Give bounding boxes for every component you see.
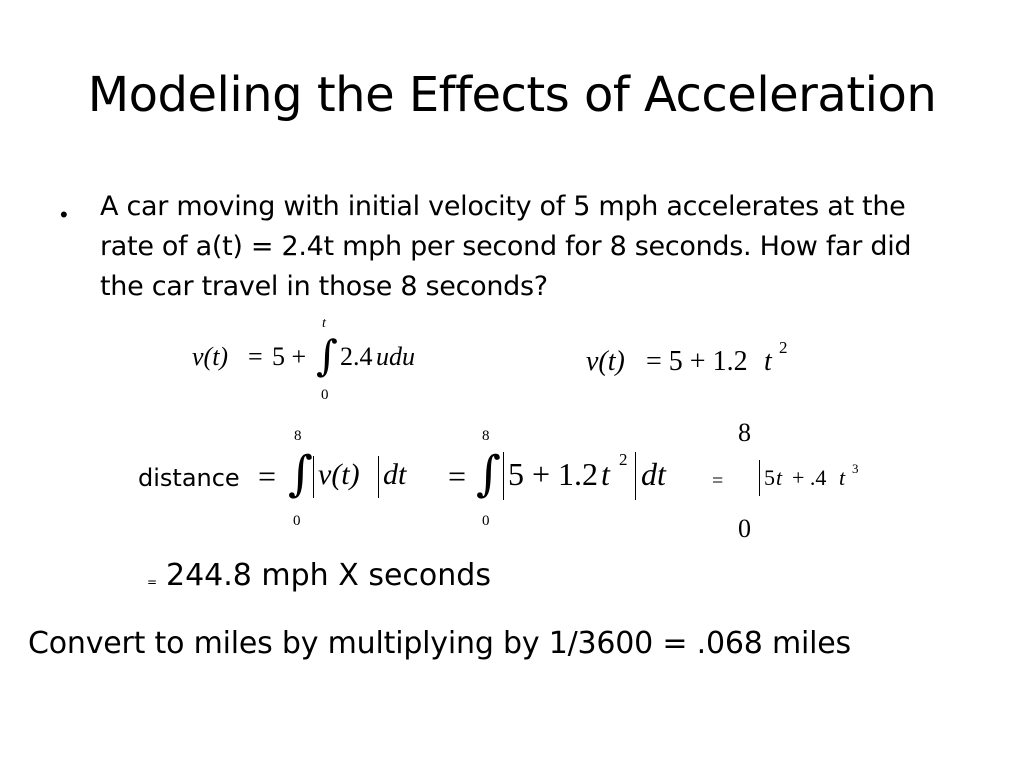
eq2-rhs: = 5 + 1.2 xyxy=(646,346,748,377)
abs-bar-right-2 xyxy=(635,452,636,500)
bullet-symbol: • xyxy=(60,202,68,227)
evaluation-term-b: + .4 xyxy=(792,465,827,490)
eq2-exponent: 2 xyxy=(779,338,788,357)
integral-sign: ∫ xyxy=(316,331,338,380)
eq1-lower-limit: 0 xyxy=(321,387,329,403)
evaluation-var-b: t xyxy=(839,465,846,490)
eq1-lhs: v(t) xyxy=(192,342,229,371)
abs-bar-left-2 xyxy=(503,452,504,500)
bullet-text: A car moving with initial velocity of 5 mph accelerates at the rate of a(t) = 2.4t mph per second for 8 seconds. How far did the car travel in those 8 seconds? xyxy=(100,191,912,302)
distance-lower-limit-1: 0 xyxy=(293,513,301,529)
eq1-integrand-coefficient: 2.4 xyxy=(340,342,373,371)
distance-integral-sign-1: ∫ xyxy=(288,446,314,502)
eq2-lhs: v(t) xyxy=(586,346,625,377)
eq2-variable: t xyxy=(764,346,772,377)
distance-equals: = xyxy=(258,458,277,494)
distance-equals-2: = xyxy=(448,458,467,494)
abs-bar-left-1 xyxy=(313,456,314,498)
evaluation-bar xyxy=(759,460,760,496)
slide-title: Modeling the Effects of Acceleration xyxy=(87,67,937,123)
eq1-integrand-variable: udu xyxy=(376,342,415,371)
distance-label: distance xyxy=(138,464,240,492)
evaluation-lower-limit: 0 xyxy=(738,514,751,543)
distance-integral-sign-2: ∫ xyxy=(476,446,502,502)
distance-integrand-2-variable: t xyxy=(601,456,610,492)
distance-upper-limit-2: 8 xyxy=(482,428,490,444)
evaluation-var-a: t xyxy=(776,465,783,490)
eq1-constant: 5 + xyxy=(272,342,307,371)
evaluation-term-a: 5 xyxy=(764,465,775,490)
distance-integrand-2: 5 + 1.2 xyxy=(508,456,599,492)
eq1-equals: = xyxy=(248,342,263,371)
distance-equals-3: = xyxy=(712,470,724,492)
distance-dt-1: dt xyxy=(383,458,407,491)
conversion-text: Convert to miles by multiplying by 1/3600 = .068 miles xyxy=(28,626,851,661)
evaluation-exponent: 3 xyxy=(852,461,859,476)
result-small-equals: = xyxy=(147,575,158,589)
distance-integrand-2-exponent: 2 xyxy=(619,450,628,469)
distance-dt-2: dt xyxy=(641,456,666,492)
result-value: 244.8 mph X seconds xyxy=(166,558,491,593)
distance-integrand-1: v(t) xyxy=(318,458,360,491)
abs-bar-right-1 xyxy=(378,456,379,498)
distance-upper-limit-1: 8 xyxy=(294,428,302,444)
eq1-upper-limit: t xyxy=(322,316,326,331)
evaluation-upper-limit: 8 xyxy=(738,418,751,447)
distance-lower-limit-2: 0 xyxy=(482,513,490,529)
